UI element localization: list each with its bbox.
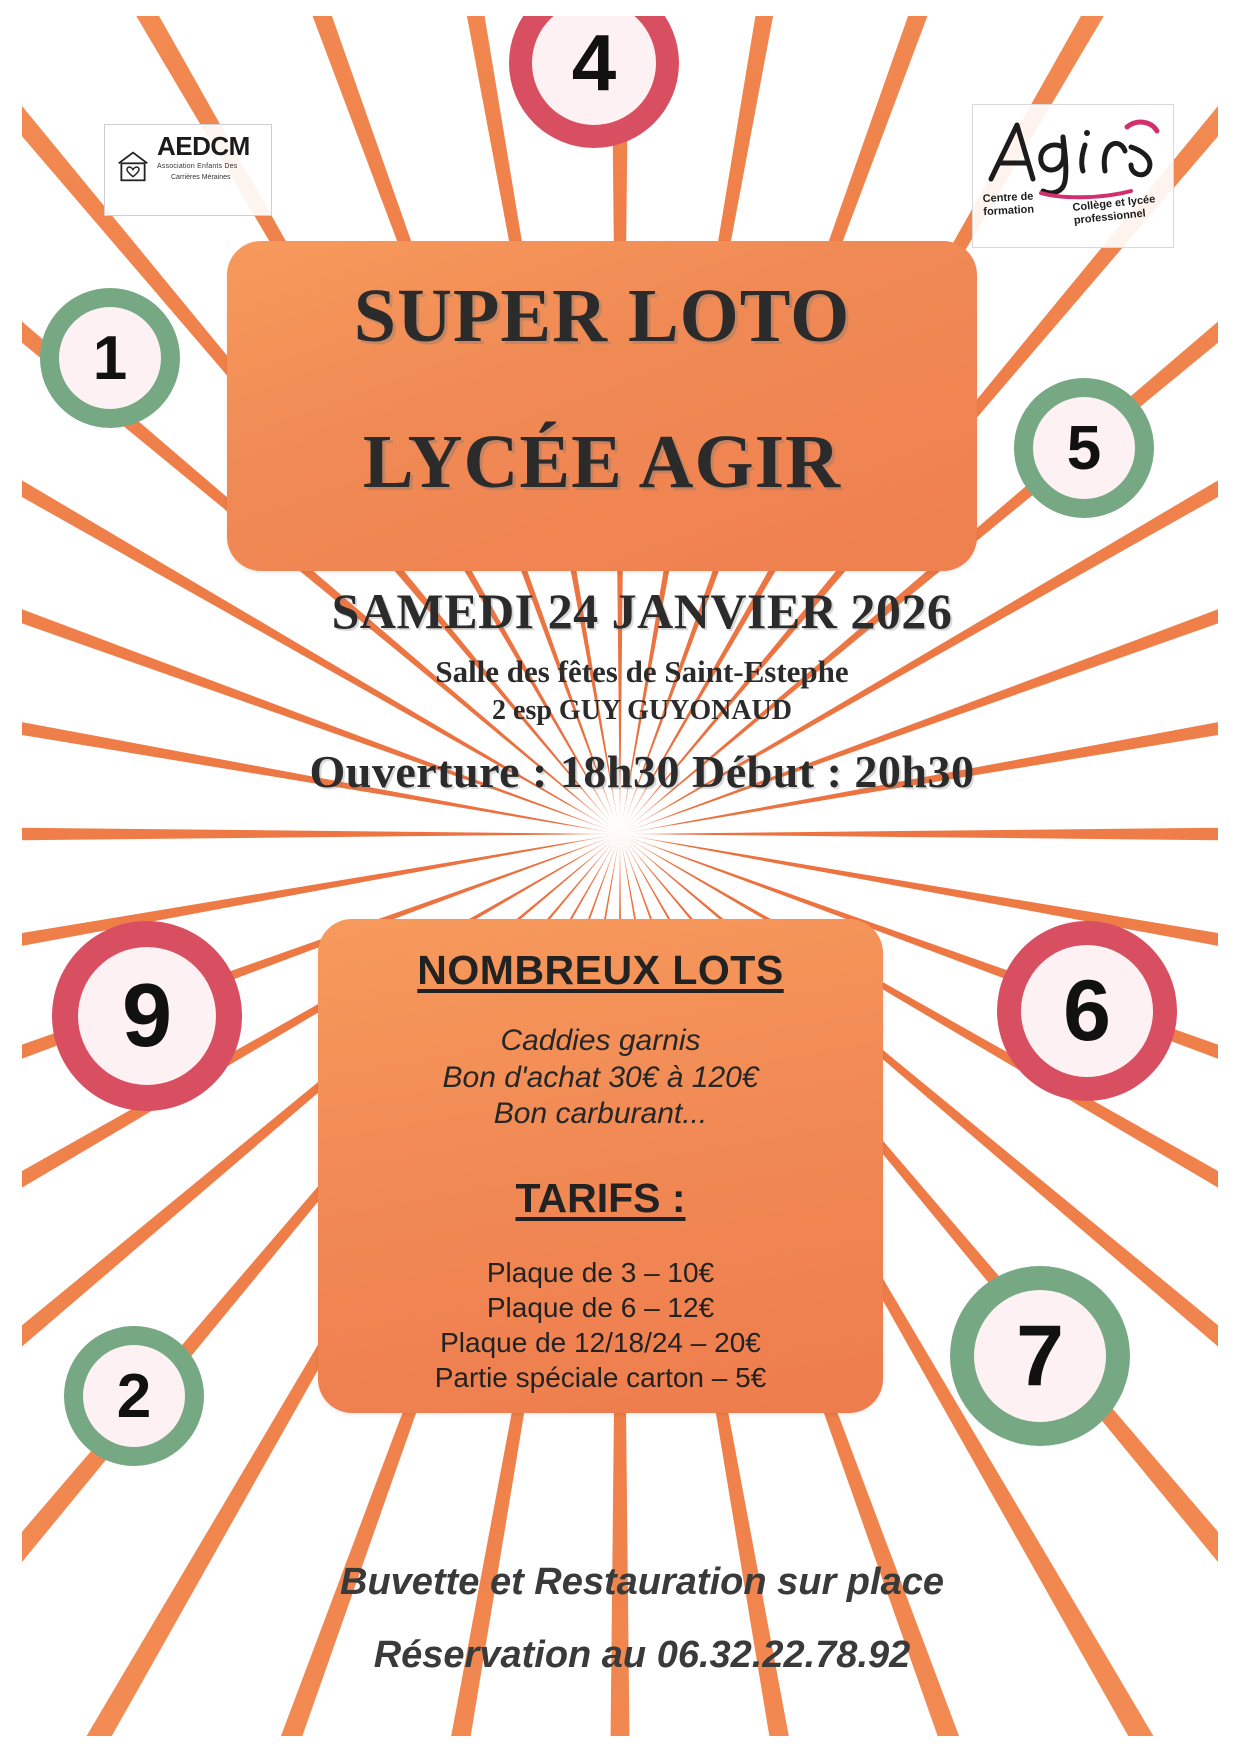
- poster-title-line-2: LYCÉE AGIR: [362, 420, 842, 504]
- scan-frame: [22, 16, 1218, 1736]
- poster-footer: [22, 1561, 1218, 1677]
- logo-aedcm-name: AEDCM: [157, 131, 250, 161]
- loto-ball-number: 2: [83, 1345, 185, 1447]
- event-hours: Ouverture : 18h30 Début : 20h30: [309, 746, 975, 797]
- lots-item: Bon d'achat 30€ à 120€: [442, 1060, 759, 1094]
- logo-aedcm-subtitle-2: Carrières Méraines: [171, 174, 231, 181]
- loto-ball-2: [64, 1326, 204, 1466]
- loto-ball-number: 5: [1033, 397, 1135, 499]
- loto-ball-number: 6: [1021, 945, 1153, 1077]
- poster-title-line-1: SUPER LOTO: [353, 274, 851, 358]
- loto-ball-5: [1014, 378, 1154, 518]
- tarifs-heading: TARIFS :: [515, 1175, 686, 1221]
- logo-aedcm: [104, 124, 272, 216]
- lots-and-prices-card: [318, 919, 883, 1413]
- tarifs-item: Plaque de 12/18/24 – 20€: [440, 1327, 761, 1358]
- loto-ball-1: [40, 288, 180, 428]
- tarifs-list: [318, 1255, 883, 1395]
- event-venue-line-2: 2 esp GUY GUYONAUD: [492, 695, 792, 726]
- agir-wordmark-icon: [981, 107, 1165, 203]
- tarifs-item: Plaque de 6 – 12€: [486, 1292, 715, 1323]
- lots-item: Caddies garnis: [500, 1024, 701, 1057]
- lots-heading: NOMBREUX LOTS: [417, 947, 784, 993]
- tarifs-item: Partie spéciale carton – 5€: [434, 1362, 767, 1393]
- event-details: [22, 582, 1218, 798]
- house-heart-icon: [115, 149, 151, 183]
- loto-ball-number: 7: [974, 1290, 1106, 1422]
- lots-item: Bon carburant...: [493, 1097, 708, 1131]
- loto-ball-7: [950, 1266, 1130, 1446]
- lots-list: [318, 1023, 883, 1133]
- event-venue-line-1: Salle des fêtes de Saint-Estephe: [435, 654, 849, 689]
- footer-refreshments: Buvette et Restauration sur place: [340, 1561, 944, 1603]
- tarifs-item: Plaque de 3 – 10€: [486, 1257, 715, 1288]
- loto-ball-number: 4: [532, 16, 656, 125]
- logo-agir: [972, 104, 1174, 248]
- loto-ball-6: [997, 921, 1177, 1101]
- title-card: [227, 241, 977, 571]
- logo-aedcm-subtitle-1: Association Enfants Des: [157, 163, 238, 170]
- logo-agir-caption-left: Centre de formation: [982, 190, 1035, 218]
- footer-reservation: Réservation au 06.32.22.78.92: [373, 1634, 911, 1676]
- loto-ball-number: 9: [78, 947, 216, 1085]
- event-date: SAMEDI 24 JANVIER 2026: [331, 583, 953, 639]
- loto-ball-9: [52, 921, 242, 1111]
- logo-agir-caption-right: Collège et lycée professionnel: [1071, 193, 1156, 227]
- loto-ball-number: 1: [59, 307, 161, 409]
